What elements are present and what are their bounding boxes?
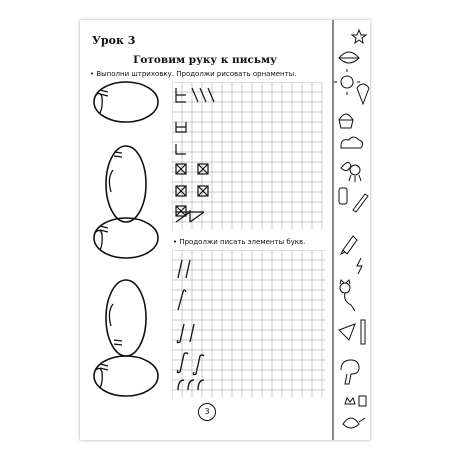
horizontal-oval — [94, 218, 158, 258]
pencil-icon — [353, 194, 368, 212]
ornament-rectangle — [176, 144, 186, 154]
sun-icon — [334, 69, 360, 95]
cat-icon — [340, 280, 355, 311]
ornament-rectangle — [176, 88, 186, 102]
cloud-icon — [341, 137, 363, 148]
lightning-icon — [357, 258, 362, 274]
paint-tube-icon — [339, 188, 347, 204]
cup-icon — [359, 396, 366, 406]
feather-icon — [341, 162, 351, 170]
handwriting-grid — [172, 250, 328, 400]
ice-cream-icon — [357, 84, 369, 104]
instruction-hatching: • Выполни штриховку. Продолжи рисовать орнаменты. — [90, 70, 297, 78]
horizontal-oval — [94, 356, 158, 396]
crown-icon — [345, 398, 355, 404]
pizza-icon — [339, 324, 355, 340]
horizontal-oval — [94, 82, 158, 122]
lesson-label: Урок 3 — [92, 34, 136, 47]
doodle-sidebar — [331, 20, 370, 440]
marker-icon — [361, 320, 365, 344]
rocket-icon — [341, 236, 357, 254]
workbook-page — [80, 20, 370, 440]
vertical-oval — [106, 146, 146, 222]
oval-hatching-exercise — [80, 20, 172, 440]
letter-element — [178, 260, 190, 278]
page-title: Готовим руку к письму — [133, 54, 277, 66]
ornament-grid — [172, 82, 324, 232]
octopus-icon — [349, 165, 361, 182]
hair-dryer-icon — [341, 360, 359, 384]
leaf-icon — [339, 52, 359, 63]
cupcake-icon — [339, 114, 353, 128]
page-number: 3 — [198, 403, 216, 421]
teapot-icon — [343, 418, 365, 428]
vertical-oval — [106, 280, 146, 356]
star-icon — [352, 30, 366, 43]
instruction-letter-elements: • Продолжи писать элементы букв. — [173, 238, 306, 246]
